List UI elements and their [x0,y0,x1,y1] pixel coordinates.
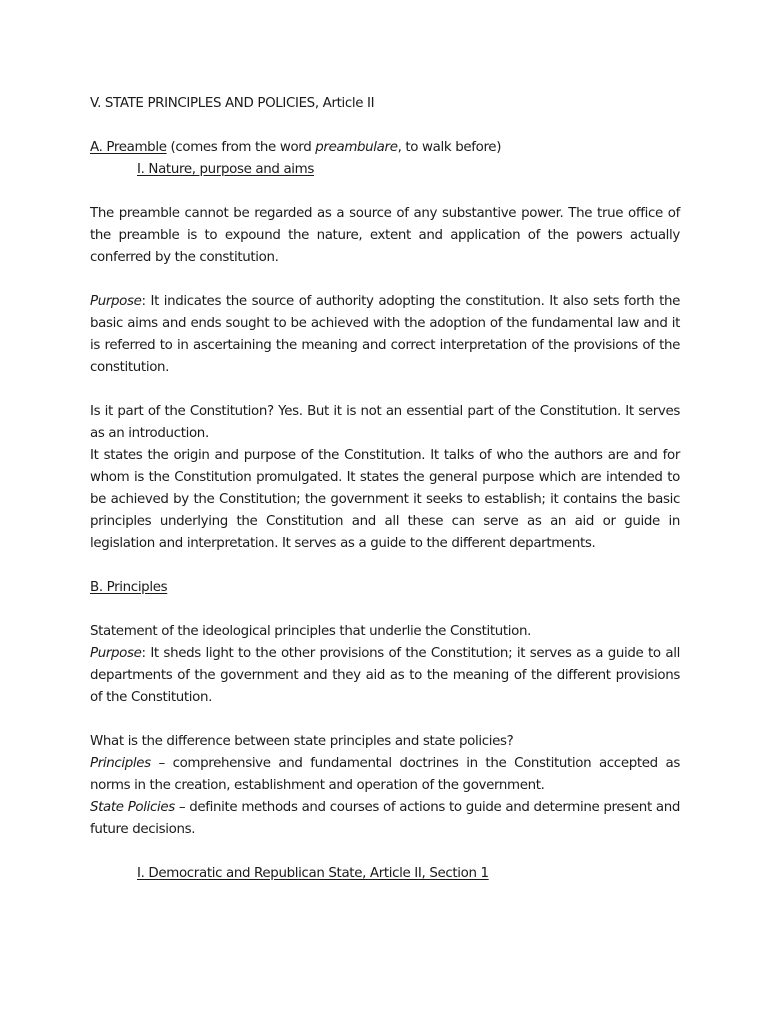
spacer [90,555,680,577]
paragraph-principles-purpose [90,643,680,709]
paragraph-part-of-constitution: Is it part of the Constitution? Yes. But it is not an essential part of the Constitution. It serves as an introduction. [90,404,680,441]
spacer [90,841,680,863]
section-b-label: B. Principles [90,580,168,595]
democratic-republican-heading: I. Democratic and Republican State, Article II, Section 1 [137,866,489,881]
spacer [90,379,680,401]
section-a-note-before: (comes from the word [166,140,316,155]
paragraph-preamble-purpose [90,291,680,379]
section-b-heading [90,577,680,599]
document-title: V. STATE PRINCIPLES AND POLICIES, Article II [90,96,375,111]
section-a-label: A. Preamble [90,140,167,155]
section-a-heading [90,137,680,159]
paragraph-preamble-power: The preamble cannot be regarded as a source of any substantive power. The true office of the preamble is to expound the nature, extent and application of the powers actually conferred by the constitution. [90,206,680,265]
paragraph-difference-question: What is the difference between state principles and state policies? [90,734,514,749]
principles-text: – comprehensive and fundamental doctrines in the Constitution accepted as norms in the creation, establishment and operation of the government. [90,756,680,793]
paragraph-principles-statement: Statement of the ideological principles that underlie the Constitution. [90,624,532,639]
section-a-subheading [90,159,680,181]
purpose-label: Purpose [90,646,142,661]
purpose-text: : It indicates the source of authority adopting the constitution. It also sets forth the basic aims and ends sought to be achieved with the adoption of the fundamental law and it is referred to in ascertaining the meaning and correct interpretation of the provisions of the constitution. [90,294,680,375]
state-policies-label: State Policies [90,800,175,815]
spacer [90,115,680,137]
purpose-text: : It sheds light to the other provisions of the Constitution; it serves as a guide to all departments of the government and they aid as to the meaning of the different provisions of the Constitution. [90,646,680,705]
section-a-note-italic: preambulare [315,140,398,155]
spacer [90,599,680,621]
section-b-subheading [90,863,680,885]
document-page [90,93,680,885]
principles-label: Principles [90,756,151,771]
spacer [90,181,680,203]
spacer [90,269,680,291]
paragraph-principles-definition [90,753,680,797]
paragraph-origin-purpose: It states the origin and purpose of the Constitution. It talks of who the authors are and for whom is the Constitution promulgated. It states the general purpose which are intended to be achieved by the Constitution; the government it seeks to establish; it contains the basic principles underlying the Constitution and all these can serve as an aid or guide in legislation and interpretation. It serves as a guide to the different departments. [90,448,680,551]
state-policies-text: – definite methods and courses of actions to guide and determine present and future decisions. [90,800,680,837]
spacer [90,709,680,731]
section-a-note-after: , to walk before) [397,140,502,155]
paragraph-policies-definition [90,797,680,841]
section-a-sub-label: I. Nature, purpose and aims [137,162,314,177]
purpose-label: Purpose [90,294,142,309]
